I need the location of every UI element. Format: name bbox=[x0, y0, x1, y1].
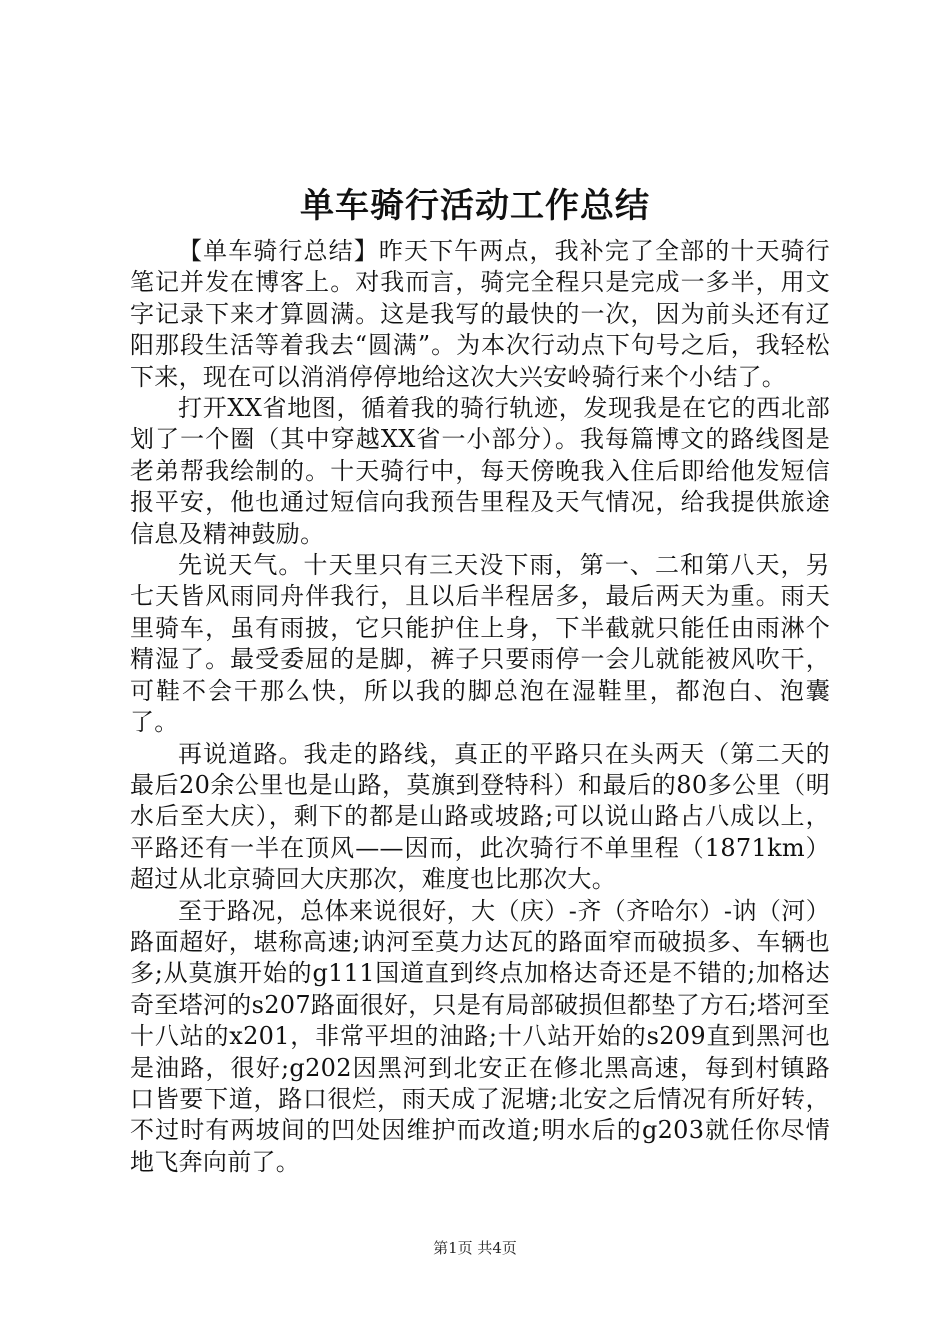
paragraph-roads: 再说道路。我走的路线，真正的平路只在头两天（第二天的最后20余公里也是山路，莫旗到登特科）和最后的80多公里（明水后至大庆），剩下的都是山路或坡路;可以说山路占八成以上，平路还有一半在顶风——因而，此次骑行不单里程（1871km）超过从北京骑回大庆那次，难度也比那次大。 bbox=[130, 739, 830, 894]
paragraph-summary-intro: 【单车骑行总结】昨天下午两点，我补完了全部的十天骑行笔记并发在博客上。对我而言，骑完全程只是完成一多半，用文字记录下来才算圆满。这是我写的最快的一次，因为前头还有辽阳那段生活等着我去“圆满”。为本次行动点下句号之后，我轻松下来，现在可以消消停停地给这次大兴安岭骑行来个小结了。 bbox=[130, 237, 830, 391]
paragraph-route-map: 打开XX省地图，循着我的骑行轨迹，发现我是在它的西北部划了一个圈（其中穿越XX省一小部分）。我每篇博文的路线图是老弟帮我绘制的。十天骑行中，每天傍晚我入住后即给他发短信报平安，他也通过短信向我预告里程及天气情况，给我提供旅途信息及精神鼓励。 bbox=[130, 394, 830, 548]
paragraph-weather: 先说天气。十天里只有三天没下雨，第一、二和第八天，另七天皆风雨同舟伴我行，且以后半程居多，最后两天为重。雨天里骑车，虽有雨披，它只能护住上身，下半截就只能任由雨淋个精湿了。最受委屈的是脚，裤子只要雨停一会儿就能被风吹干，可鞋不会干那么快，所以我的脚总泡在湿鞋里，都泡白、泡囊了。 bbox=[130, 551, 830, 737]
paragraph-road-conditions: 至于路况，总体来说很好，大（庆）-齐（齐哈尔）-讷（河）路面超好，堪称高速;讷河至莫力达瓦的路面窄而破损多、车辆也多;从莫旗开始的g111国道直到终点加格达奇还是不错的;加格达奇至塔河的s207路面很好，只是有局部破损但都垫了方石;塔河至十八站的x201，非常平坦的油路;十八站开始的s209直到黑河也是油路，很好;g202因黑河到北安正在修北黑高速，每到村镇路口皆要下道，路口很烂，雨天成了泥塘;北安之后情况有所好转，不过时有两坡间的凹处因维护而改道;明水后的g203就任你尽情地飞奔向前了。 bbox=[130, 896, 830, 1176]
document-body bbox=[130, 236, 830, 1178]
document-title: 单车骑行活动工作总结 bbox=[300, 186, 650, 226]
page-footer: 第1页 共4页 bbox=[433, 1239, 517, 1257]
